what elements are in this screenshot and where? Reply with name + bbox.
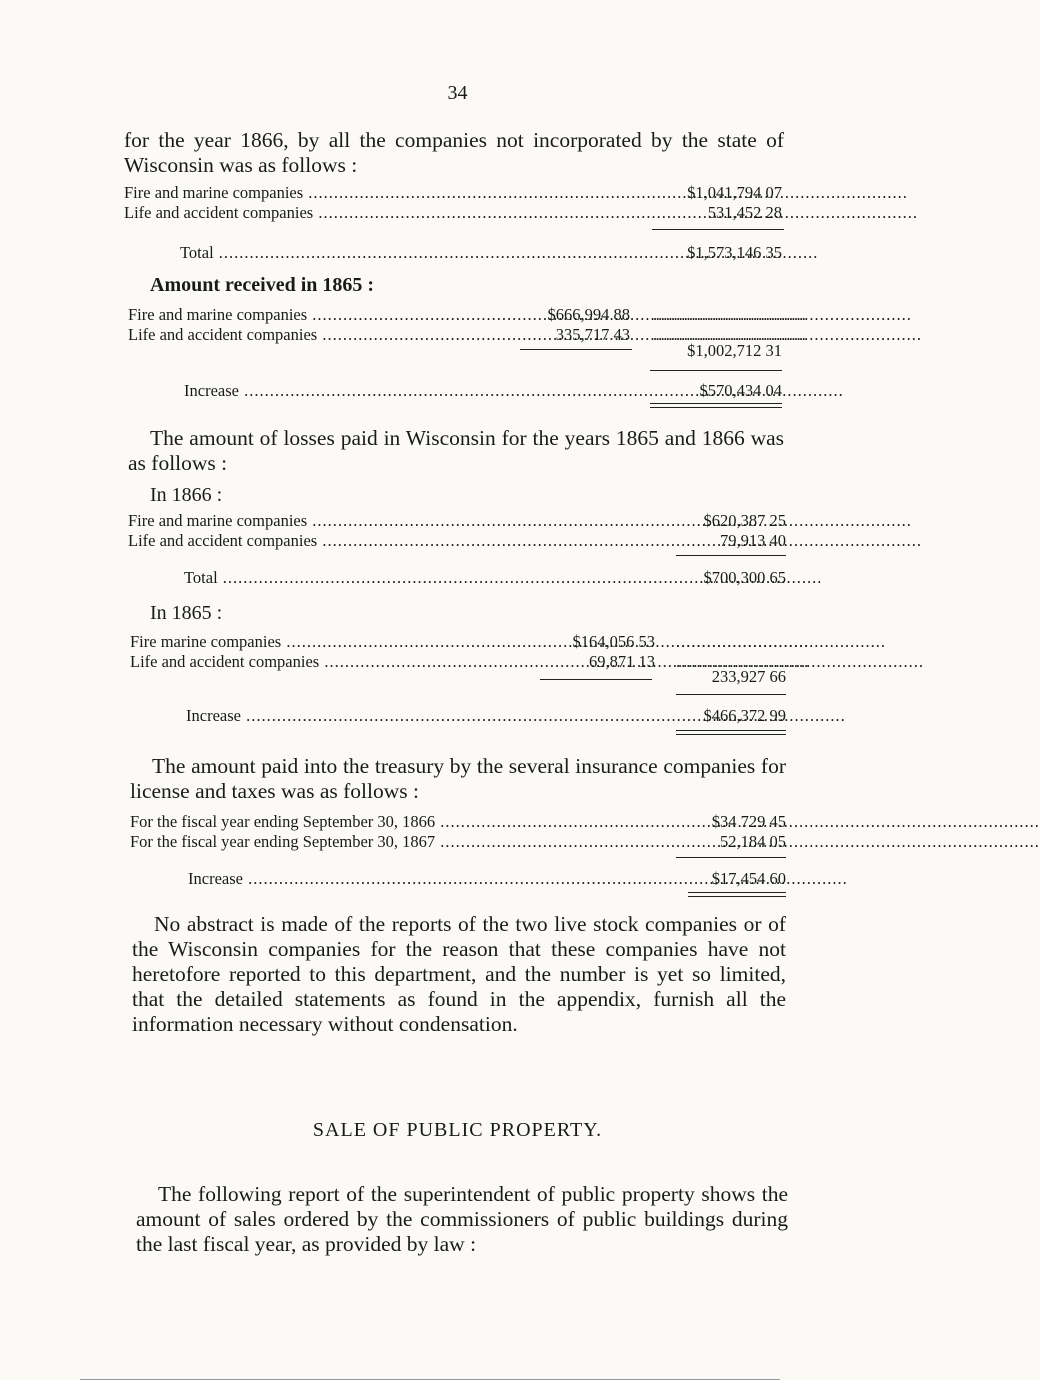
section-heading: Amount received in 1865 :	[150, 274, 375, 296]
table-row	[128, 305, 807, 325]
row-amount: $164,056 53	[572, 632, 655, 651]
row-amount: 233,927 66	[711, 667, 786, 686]
row-label: Life and accident companies .....	[124, 203, 918, 223]
sale-paragraph: The following report of the superintendent of public property shows the amount of sales ordered by the commissioners of public buildings during the last fiscal year, as provided by law :	[136, 1182, 788, 1256]
subtotal-row	[650, 341, 784, 361]
row-label: Life and accident companies .....	[128, 325, 922, 345]
double-rule	[650, 403, 782, 404]
row-label: Increase .....	[184, 381, 844, 401]
row-amount: 79,913 40	[720, 531, 786, 550]
subtotal-row	[676, 667, 786, 687]
row-amount: $700,300 65	[703, 568, 786, 587]
table-row	[130, 632, 810, 652]
row-label: For the fiscal year ending September 30, 1866 .....	[130, 812, 1040, 832]
sum-rule	[676, 555, 786, 556]
page-number: 34	[447, 82, 468, 104]
leader-dots: ..........................	[676, 632, 810, 651]
table-row	[128, 511, 786, 531]
subsection-heading: In 1866 :	[150, 484, 223, 506]
increase-row	[188, 869, 786, 889]
subsection-heading: In 1865 :	[150, 602, 223, 624]
table-row	[124, 203, 784, 223]
double-rule	[676, 730, 786, 731]
abstract-paragraph: No abstract is made of the reports of the two live stock companies or of the Wisconsin companies for the reason that these companies have not heretofore reported to this department, and the number is yet so limited, that the detailed statements as found in the appendix, furnish all the information necessary without condensation.	[132, 912, 786, 1036]
table-row	[124, 183, 784, 203]
row-amount: $666,994 88	[547, 305, 630, 324]
table-row	[128, 531, 786, 551]
row-amount: $1,573,146 35	[687, 243, 782, 262]
row-amount: 531,452 28	[707, 203, 782, 222]
leader-dots: ..............................	[653, 325, 807, 344]
row-label: Fire marine companies .....	[130, 632, 886, 652]
section-title: SALE OF PUBLIC PROPERTY.	[312, 1119, 603, 1141]
row-label: Total .....	[180, 243, 818, 263]
row-amount: 69,871 13	[589, 652, 655, 671]
double-rule	[676, 734, 786, 735]
row-amount: $17,454 60	[711, 869, 786, 888]
double-rule	[688, 896, 786, 897]
sum-rule	[676, 857, 786, 858]
sum-rule	[676, 694, 786, 695]
table-row	[130, 832, 786, 852]
row-amount: 335,717 43	[555, 325, 630, 344]
row-amount: $34 729 45	[711, 812, 786, 831]
row-label: Fire and marine companies .....	[124, 183, 908, 203]
double-rule	[650, 407, 782, 408]
total-row	[180, 243, 784, 263]
row-label: Total .....	[184, 568, 822, 588]
total-row	[184, 568, 786, 588]
sum-rule	[650, 370, 782, 371]
row-label: For the fiscal year ending September 30, 1867 .....	[130, 832, 1040, 852]
row-amount: $466,372 99	[703, 706, 786, 725]
increase-row	[184, 381, 784, 401]
row-amount: $620,387 25	[703, 511, 786, 530]
losses-paragraph: The amount of losses paid in Wisconsin for the years 1865 and 1866 was as follows :	[128, 426, 784, 475]
row-label: Increase .....	[186, 706, 846, 726]
increase-row	[186, 706, 786, 726]
leader-dots: ..............................	[653, 305, 807, 324]
row-amount: 52,184 05	[720, 832, 786, 851]
row-label: Life and accident companies .....	[128, 531, 922, 551]
row-label: Fire and marine companies .....	[128, 511, 912, 531]
double-rule	[688, 892, 786, 893]
row-label: Life and accident companies .....	[130, 652, 924, 672]
leader-dots: ..........................	[676, 652, 810, 671]
row-label: Fire and marine companies .....	[128, 305, 912, 325]
row-amount: $1,002,712 31	[687, 341, 782, 360]
sum-rule	[652, 229, 784, 230]
row-label: Increase .....	[188, 869, 848, 889]
row-amount: $1,041,794 07	[687, 183, 782, 202]
sum-rule	[520, 349, 632, 350]
intro-paragraph: for the year 1866, by all the companies not incorporated by the state of Wisconsin was as follows :	[124, 128, 784, 177]
table-row	[130, 812, 786, 832]
treasury-paragraph: The amount paid into the treasury by the several insurance companies for license and taxes was as follows :	[130, 754, 786, 803]
row-amount: $570,434 04	[699, 381, 782, 400]
sum-rule	[540, 679, 652, 680]
